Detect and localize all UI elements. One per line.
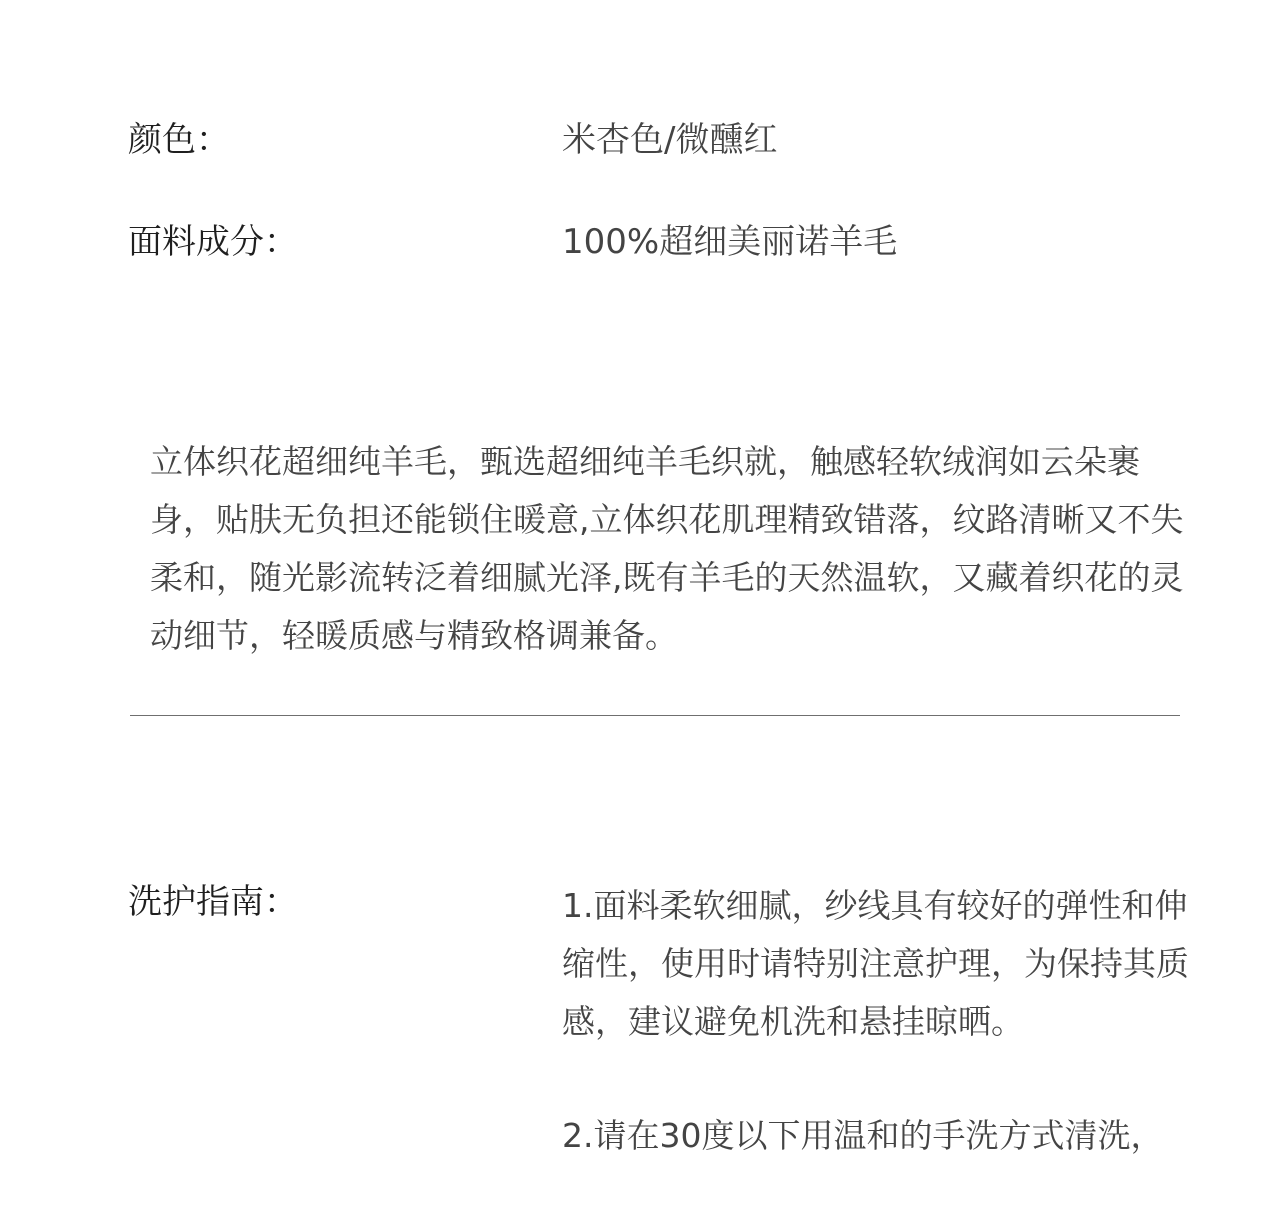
fabric-label: 面料成分： [128,222,298,262]
section-divider [130,715,1180,716]
care-guide-label: 洗护指南： [128,882,298,922]
color-label: 颜色： [128,120,230,160]
color-value: 米杏色/微醺红 [562,120,778,160]
care-guide-list [562,877,1202,1221]
care-item: 2.请在30度以下用温和的手洗方式清洗， [562,1116,1164,1155]
fabric-value: 100%超细美丽诺羊毛 [562,222,898,262]
care-item: 1.面料柔软细腻，纱线具有较好的弹性和伸缩性，使用时请特别注意护理，为保持其质感，建议避免机洗和悬挂晾晒。 [562,886,1189,1041]
product-description: 立体织花超细纯羊毛，甄选超细纯羊毛织就，触感轻软绒润如云朵裹身，贴肤无负担还能锁住暖意,立体织花肌理精致错落，纹路清晰又不失柔和，随光影流转泛着细腻光泽,既有羊毛的天然温软，又藏着织花的灵动细节，轻暖质感与精致格调兼备。 [150,442,1184,655]
